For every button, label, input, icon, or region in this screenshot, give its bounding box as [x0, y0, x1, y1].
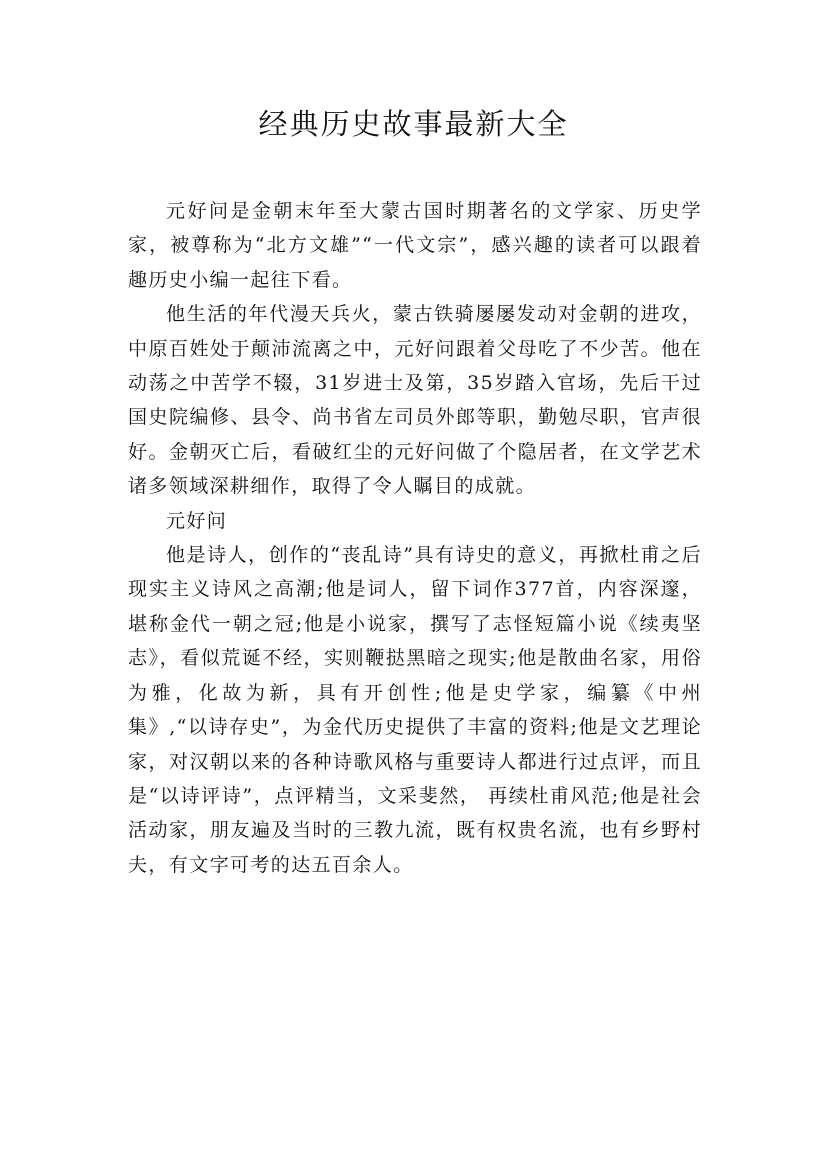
document-body — [128, 194, 702, 882]
document-title: 经典历史故事最新大全 — [258, 107, 569, 141]
paragraph-intro: 元好问是金朝末年至大蒙古国时期著名的文学家、历史学家，被尊称为“北方文雄”“一代文宗”，感兴趣的读者可以跟着趣历史小编一起往下看。 — [128, 200, 702, 291]
paragraph-life: 他生活的年代漫天兵火，蒙古铁骑屡屡发动对金朝的进攻，中原百姓处于颠沛流离之中，元好问跟着父母吃了不少苦。他在动荡之中苦学不辍，31岁进士及第，35岁踏入官场，先后干过国史院编修、县令、尚书省左司员外郎等职，勤勉尽职，官声很好。金朝灭亡后，看破红尘的元好问做了个隐居者，在文学艺术诸多领域深耕细作，取得了令人瞩目的成就。 — [128, 303, 702, 498]
paragraph-subheading: 元好问 — [166, 509, 228, 532]
paragraph-achievements: 他是诗人，创作的“丧乱诗”具有诗史的意义，再掀杜甫之后现实主义诗风之高潮;他是词人，留下词作377首，内容深邃，堪称金代一朝之冠;他是小说家，撰写了志怪短篇小说《续夷坚志》，看似荒诞不经，实则鞭挞黑暗之现实;他是散曲名家，用俗为雅，化故为新，具有开创性;他是史学家，编纂《中州集》,“以诗存史”，为金代历史提供了丰富的资料;他是文艺理论家，对汉朝以来的各种诗歌风格与重要诗人都进行过点评，而且是“以诗评诗”，点评精当，文采斐然， 再续杜甫风范;他是社会活动家，朋友遍及当时的三教九流，既有权贵名流，也有乡野村夫，有文字可考的达五百余人。 — [128, 544, 702, 876]
